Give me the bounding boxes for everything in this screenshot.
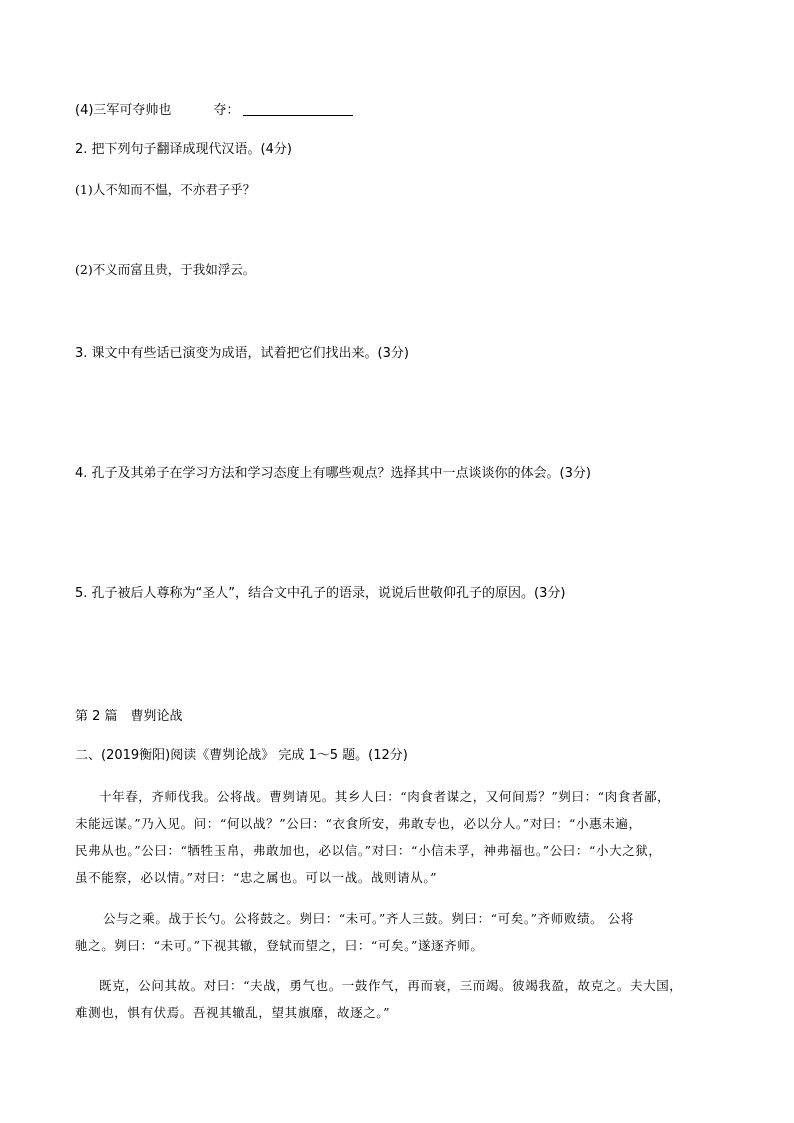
q1-item4-line [75,103,353,117]
q1-item4-text: (4)三军可夺帅也 [75,103,172,118]
passage-p3-line2: 难测也，惧有伏焉。吾视其辙乱，望其旗靡，故逐之。” [75,1005,391,1020]
q1-item4-word-label: 夺： [213,103,240,118]
q2-item2: (2)不义而富且贵，于我如浮云。 [75,262,256,277]
q4-title: 4. 孔子及其弟子在学习方法和学习态度上有哪些观点？选择其中一点谈谈你的体会。(3分) [75,466,591,481]
section2-instruction: 二、(2019衡阳)阅读《曹刿论战》 完成 1～5 题。(12分) [75,748,408,763]
q5-title: 5. 孔子被后人尊称为“圣人”，结合文中孔子的语录，说说后世敬仰孔子的原因。(3分) [75,586,566,601]
q2-title: 2. 把下列句子翻译成现代汉语。(4分) [75,142,292,157]
passage-p1-line3: 民弗从也。”公曰：“牺牲玉帛，弗敢加也，必以信。”对曰：“小信未孚，神弗福也。”公曰：“小大之狱， [75,843,662,858]
section2-heading: 第 2 篇 曹刿论战 [75,709,183,724]
passage-p1-line1: 十年春，齐师伐我。公将战。曹刿请见。其乡人曰：“肉食者谋之，又何间焉？”刿曰：“肉食者鄙， [99,789,671,804]
passage-p3-line1: 既克，公问其故。对曰：“夫战，勇气也。一鼓作气，再而衰，三而竭。彼竭我盈，故克之。夫大国， [99,978,683,993]
answer-blank[interactable] [243,103,353,116]
passage-p2-line1: 公与之乘。战于长勺。公将鼓之。刿曰：“未可。”齐人三鼓。刿曰：“可矣。”齐师败绩。 公将 [103,911,634,926]
passage-p1-line2: 未能远谋。”乃入见。问：“何以战？”公曰：“衣食所安，弗敢专也，必以分人。”对曰：“小惠未遍， [75,816,642,831]
q3-title: 3. 课文中有些话已演变为成语，试着把它们找出来。(3分) [75,346,409,361]
passage-p1-line4: 虽不能察，必以情。”对曰：“忠之属也。可以一战。战则请从。” [75,870,438,885]
q2-item1: (1)人不知而不愠，不亦君子乎？ [75,182,256,197]
passage-p2-line2: 驰之。刿曰：“未可。”下视其辙，登轼而望之，曰：“可矣。”遂逐齐师。 [75,938,484,953]
